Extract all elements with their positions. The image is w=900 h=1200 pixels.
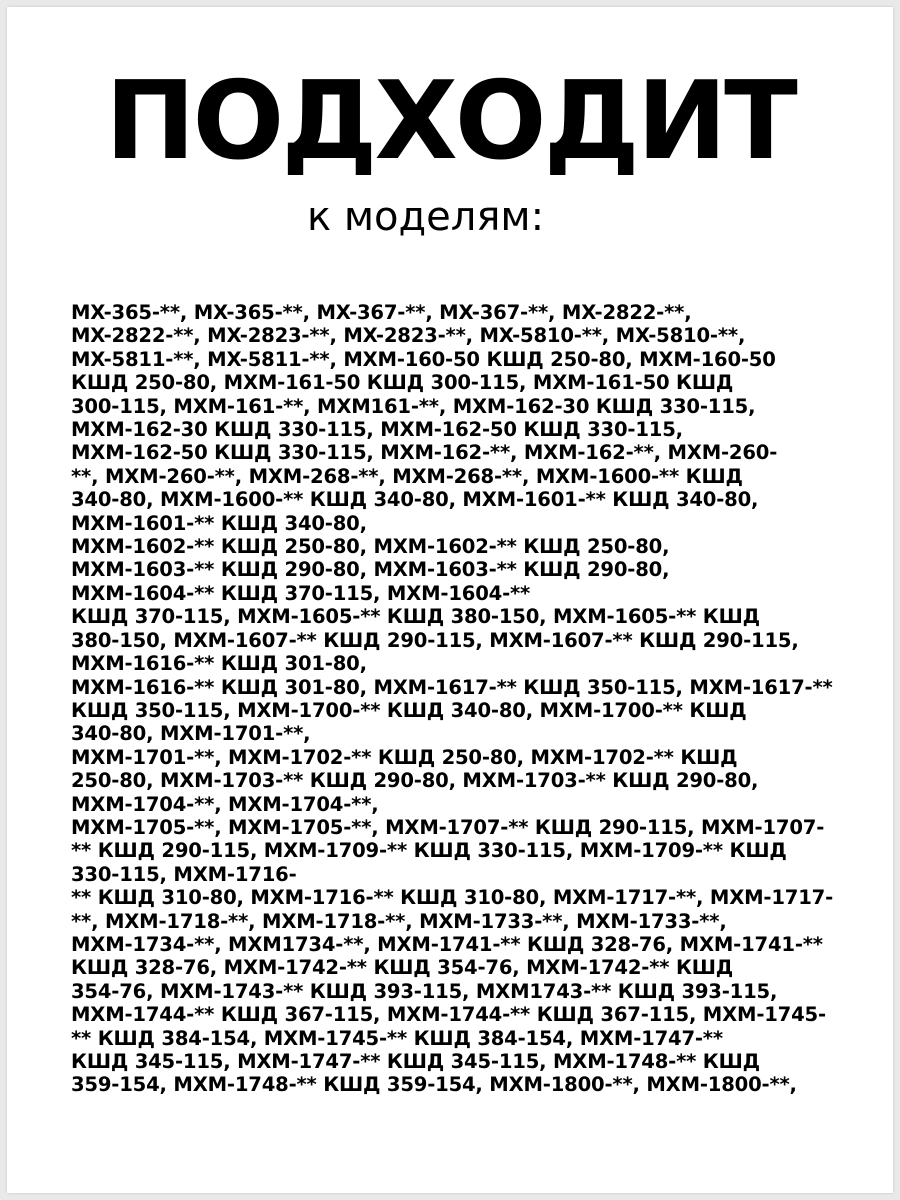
models-line: 340-80, MXM-1701-**, — [71, 722, 311, 746]
compatible-models-list — [71, 301, 841, 1097]
models-line: 380-150, MXM-1607-** КШД 290-115, MXM-1607-** КШД 290-115, — [71, 628, 799, 652]
models-line: MX-365-**, MX-365-**, MX-367-**, MX-367-**, MX-2822-**, — [71, 301, 692, 324]
models-line: 340-80, MXM-1600-** КШД 340-80, MXM-1601-** КШД 340-80, — [71, 488, 759, 512]
models-line: 359-154, MXM-1748-** КШД 359-154, MXM-1800-**, MXM-1800-**, — [71, 1073, 797, 1097]
models-line: КШД 370-115, MXM-1605-** КШД 380-150, MXM-1605-** КШД — [71, 605, 760, 629]
models-line: MXM-162-30 КШД 330-115, MXM-162-50 КШД 330-115, — [71, 418, 683, 442]
models-line: MXM-1603-** КШД 290-80, MXM-1603-** КШД 290-80, — [71, 558, 670, 582]
models-line: **, MXM-1718-**, MXM-1718-**, MXM-1733-**, MXM-1733-**, — [71, 909, 727, 933]
models-line: MXM-1604-** КШД 370-115, MXM-1604-** — [71, 581, 531, 605]
models-line: MXM-1616-** КШД 301-80, — [71, 652, 367, 676]
models-line: MXM-162-50 КШД 330-115, MXM-162-**, MXM-162-**, MXM-260- — [71, 441, 778, 465]
models-line: MXM-1616-** КШД 301-80, MXM-1617-** КШД 350-115, MXM-1617-** — [71, 675, 833, 699]
models-line: MXM-1705-**, MXM-1705-**, MXM-1707-** КШД 290-115, MXM-1707- — [71, 815, 825, 839]
models-line: 330-115, MXM-1716- — [71, 862, 297, 886]
models-line: **, MXM-260-**, MXM-268-**, MXM-268-**, MXM-1600-** КШД — [71, 464, 743, 488]
models-line: КШД 328-76, MXM-1742-** КШД 354-76, MXM-1742-** КШД — [71, 956, 734, 980]
models-line: КШД 250-80, MXM-161-50 КШД 300-115, MXM-161-50 КШД — [71, 371, 734, 395]
models-line: MX-5811-**, MX-5811-**, MXM-160-50 КШД 250-80, MXM-160-50 — [71, 347, 776, 371]
page-sheet — [7, 7, 893, 1193]
models-line: КШД 350-115, MXM-1700-** КШД 340-80, MXM-1700-** КШД — [71, 698, 747, 722]
models-line: ** КШД 290-115, MXM-1709-** КШД 330-115, MXM-1709-** КШД — [71, 839, 787, 863]
models-line: MXM-1704-**, MXM-1704-**, — [71, 792, 379, 816]
models-line: MXM-1601-** КШД 340-80, — [71, 511, 367, 535]
models-line: MX-2822-**, MX-2823-**, MX-2823-**, MX-5810-**, MX-5810-**, — [71, 324, 746, 348]
models-line: 250-80, MXM-1703-** КШД 290-80, MXM-1703-** КШД 290-80, — [71, 769, 759, 793]
models-line: ** КШД 310-80, MXM-1716-** КШД 310-80, MXM-1717-**, MXM-1717- — [71, 886, 834, 910]
models-line: КШД 345-115, MXM-1747-** КШД 345-115, MXM-1748-** КШД — [71, 1050, 760, 1073]
models-line: MXM-1734-**, MXM1734-**, MXM-1741-** КШД 328-76, MXM-1741-** — [71, 932, 823, 956]
page-subtitle: к моделям: — [307, 194, 545, 240]
models-line: MXM-1701-**, MXM-1702-** КШД 250-80, MXM-1702-** КШД — [71, 745, 738, 769]
models-line: MXM-1744-** КШД 367-115, MXM-1744-** КШД 367-115, MXM-1745- — [71, 1003, 826, 1027]
page-title: ПОДХОДИТ — [105, 59, 795, 184]
models-line: 354-76, MXM-1743-** КШД 393-115, MXM1743-** КШД 393-115, — [71, 979, 778, 1003]
models-line: 300-115, MXM-161-**, MXM161-**, MXM-162-30 КШД 330-115, — [71, 394, 756, 418]
models-line: ** КШД 384-154, MXM-1745-** КШД 384-154, MXM-1747-** — [71, 1026, 723, 1050]
models-line: MXM-1602-** КШД 250-80, MXM-1602-** КШД 250-80, — [71, 535, 670, 559]
